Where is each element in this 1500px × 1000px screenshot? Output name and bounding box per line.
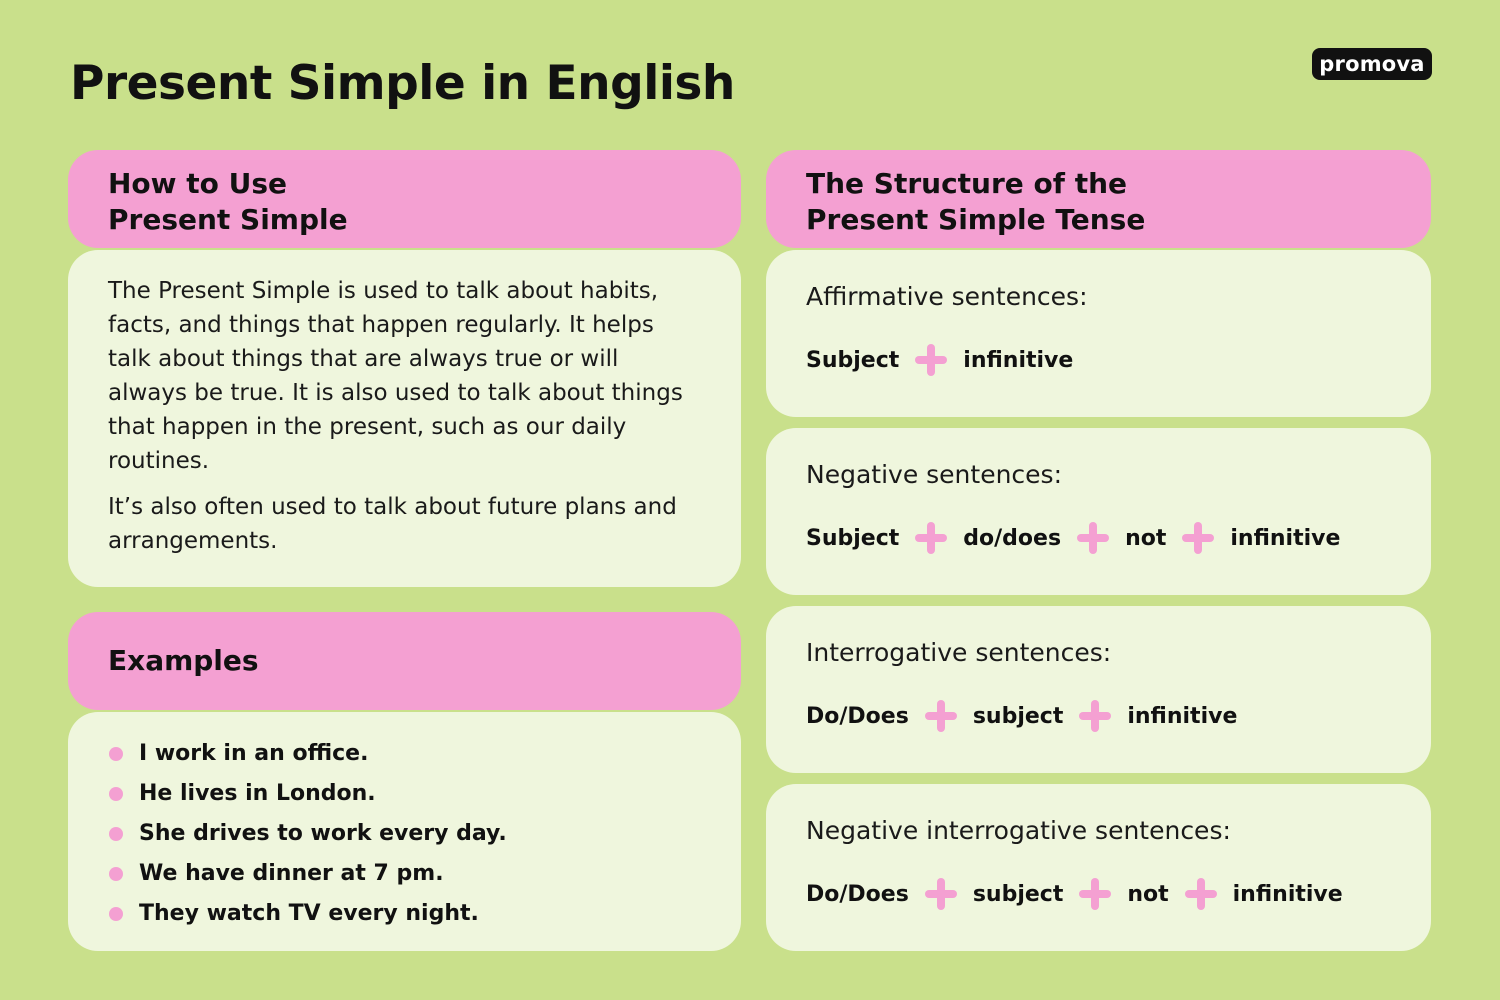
promova-logo: promova (1312, 48, 1432, 80)
how-to-use-header (68, 150, 741, 248)
formula-part: not (1125, 525, 1167, 551)
negative-card (766, 428, 1431, 595)
plus-icon (915, 344, 947, 376)
formula-part: infinitive (1230, 525, 1341, 551)
plus-icon (1079, 878, 1111, 910)
formula-part: infinitive (1232, 881, 1343, 907)
plus-icon (915, 522, 947, 554)
formula (806, 344, 1391, 376)
plus-icon (1077, 522, 1109, 554)
plus-icon (1079, 700, 1111, 732)
example-item: We have dinner at 7 pm. (108, 854, 701, 894)
formula-part: infinitive (1127, 703, 1238, 729)
plus-icon (1185, 878, 1217, 910)
structure-header (766, 150, 1431, 248)
examples-card (68, 712, 741, 951)
example-item: He lives in London. (108, 774, 701, 814)
formula-part: Do/Does (806, 881, 909, 907)
interrogative-card (766, 606, 1431, 773)
formula-part: Do/Does (806, 703, 909, 729)
how-to-use-paragraph: The Present Simple is used to talk about habits, facts, and things that happen regularly. It helps talk about things that are always true or will always be true. It is also used to talk about things that happen in the present, such as our daily routines. (108, 278, 683, 474)
example-item: She drives to work every day. (108, 814, 701, 854)
formula-part: subject (972, 881, 1064, 907)
plus-icon (1182, 522, 1214, 554)
page-title: Present Simple in English (70, 56, 735, 111)
formula-part: subject (972, 703, 1064, 729)
sentence-type-label: Negative sentences: (806, 460, 1062, 489)
how-to-use-card (68, 250, 741, 587)
negative-interrogative-card (766, 784, 1431, 951)
formula (806, 878, 1391, 910)
plus-icon (925, 878, 957, 910)
sentence-type-label: Negative interrogative sentences: (806, 816, 1231, 845)
formula (806, 700, 1391, 732)
formula-part: do/does (963, 525, 1062, 551)
formula-part: Subject (806, 347, 900, 373)
formula-part: Subject (806, 525, 900, 551)
example-item: I work in an office. (108, 734, 701, 774)
how-to-use-paragraph: It’s also often used to talk about future plans and arrangements. (108, 494, 677, 554)
how-to-use-heading-line2: Present Simple (108, 203, 348, 236)
examples-list (68, 712, 741, 934)
structure-heading-line2: Present Simple Tense (806, 203, 1146, 236)
examples-header (68, 612, 741, 710)
structure-heading-line1: The Structure of the (806, 167, 1128, 200)
example-item: They watch TV every night. (108, 894, 701, 934)
affirmative-card (766, 250, 1431, 417)
formula-part: not (1127, 881, 1169, 907)
how-to-use-heading-line1: How to Use (108, 167, 288, 200)
examples-heading: Examples (108, 644, 259, 677)
formula-part: infinitive (963, 347, 1074, 373)
sentence-type-label: Affirmative sentences: (806, 282, 1088, 311)
formula (806, 522, 1391, 554)
plus-icon (925, 700, 957, 732)
sentence-type-label: Interrogative sentences: (806, 638, 1112, 667)
